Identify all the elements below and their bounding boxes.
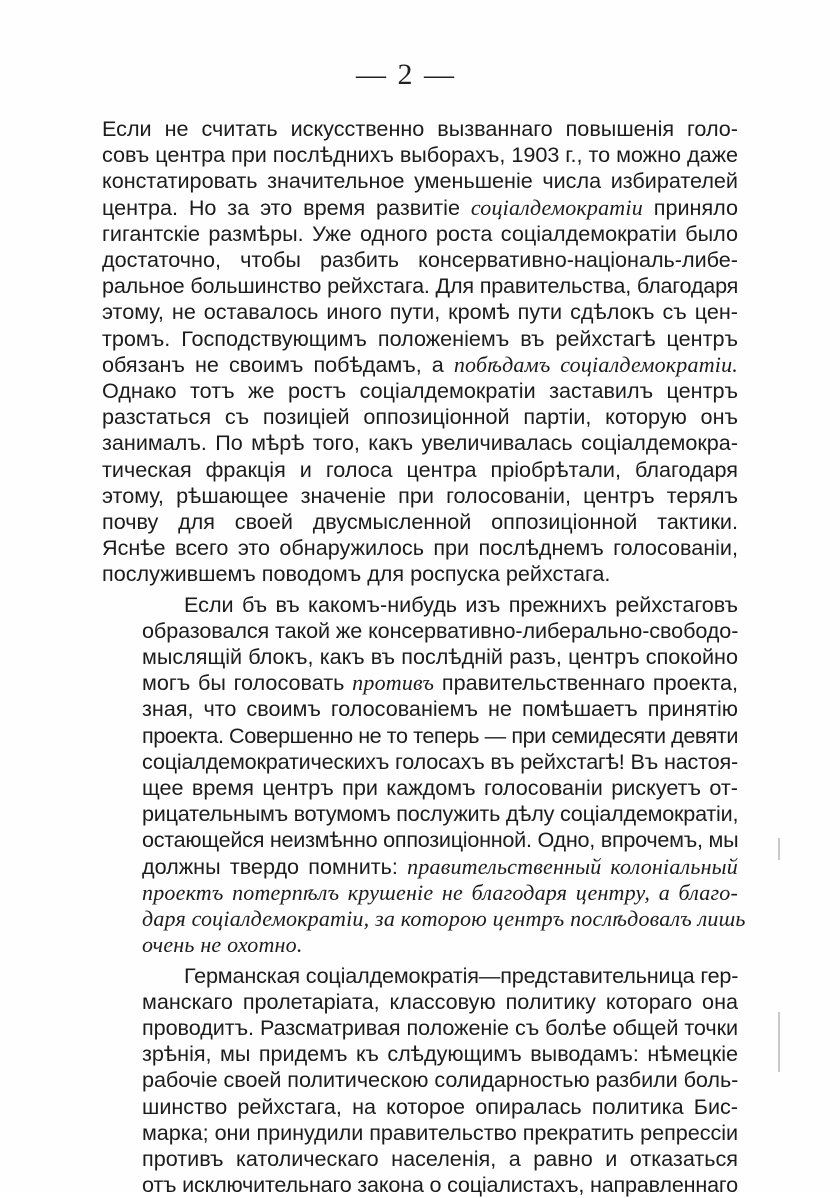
text-run: манскаго пролетаріата, классовую политику котораго она	[142, 989, 738, 1014]
text-line	[102, 247, 738, 273]
text-run: приняло	[643, 195, 738, 220]
text-line	[102, 378, 738, 404]
text-line	[102, 1094, 738, 1120]
text-line	[102, 1172, 738, 1198]
body-text	[102, 116, 738, 1198]
text-line	[102, 1146, 738, 1172]
text-run: Если бъ въ какомъ-нибудь изъ прежнихъ рейхстаговъ	[184, 592, 738, 617]
text-run: образовался такой же консервативно-либерально-свободо-	[142, 618, 738, 643]
text-line	[102, 854, 738, 880]
text-run: разстаться съ позиціей оппозиціонной партіи, которую онъ	[102, 404, 738, 429]
text-run: марка; они принудили правительство прекратить репрессіи	[142, 1120, 738, 1145]
text-line	[102, 592, 738, 618]
text-run: проводитъ. Разсматривая положеніе съ болѣе общей точки	[142, 1015, 738, 1040]
scan-edge-mark	[778, 838, 780, 860]
text-run: рицательнымъ вотумомъ послужить дѣлу соціалдемократіи,	[142, 801, 738, 826]
text-line	[102, 644, 738, 670]
text-line	[102, 827, 738, 853]
text-run: Если не считать искусственно вызваннаго повышенія голо-	[102, 116, 738, 141]
text-line	[102, 168, 738, 194]
text-run: ральное большинство рейхстага. Для правительства, благодаря	[102, 273, 738, 298]
text-run: рабочіе своей политическою солидарностью разбили боль-	[142, 1067, 738, 1092]
text-line	[102, 801, 738, 827]
text-line	[102, 1015, 738, 1041]
text-run: проекта. Совершенно не то теперь — при семидесяти девяти	[142, 723, 738, 748]
scan-edge-mark	[778, 1012, 780, 1072]
paragraph-3	[102, 963, 738, 1198]
text-run: центра. Но за это время развитіе	[102, 195, 471, 220]
text-line	[102, 749, 738, 775]
text-line	[102, 618, 738, 644]
text-run: Германская соціалдемократія—представительница гер-	[184, 963, 738, 988]
text-run: этому, не оставалось иного пути, кромѣ пути сдѣлокъ съ цен-	[102, 299, 738, 324]
text-run: зрѣнія, мы придемъ къ слѣдующимъ выводамъ: нѣмецкіе	[142, 1041, 738, 1066]
text-run: тромъ. Господствующимъ положеніемъ въ рейхстагѣ центръ	[102, 326, 738, 351]
text-line	[102, 299, 738, 325]
text-run: должны твердо помнить:	[142, 854, 407, 879]
text-line	[102, 723, 738, 749]
text-line	[102, 195, 738, 221]
text-run: констатировать значительное уменьшеніе числа избирателей	[102, 168, 738, 193]
page-number: — 2 —	[0, 58, 812, 92]
text-line	[102, 561, 738, 587]
italic-text: очень не охотно.	[142, 932, 303, 957]
text-line	[102, 483, 738, 509]
text-line	[102, 116, 738, 142]
italic-text: даря соціалдемократіи, за которою центръ послѣдовалъ лишь	[142, 906, 746, 931]
text-line	[102, 142, 738, 168]
text-line	[102, 221, 738, 247]
italic-text: противъ	[352, 670, 434, 695]
text-line	[102, 1041, 738, 1067]
text-run: этому, рѣшающее значеніе при голосованіи, центръ терялъ	[102, 483, 738, 508]
text-line	[102, 430, 738, 456]
text-line	[102, 535, 738, 561]
text-line	[102, 963, 738, 989]
text-run: зная, что своимъ голосованіемъ не помѣшаетъ принятію	[142, 696, 738, 721]
text-line	[102, 696, 738, 722]
italic-text: побѣдамъ соціалдемократіи.	[454, 352, 738, 377]
text-line	[102, 906, 738, 932]
text-line	[102, 775, 738, 801]
italic-text: соціалдемократіи	[471, 195, 643, 220]
italic-text: правительственный колоніальный	[407, 854, 738, 879]
text-run: совъ центра при послѣднихъ выборахъ, 1903 г., то можно даже	[102, 142, 738, 167]
text-run: остающейся неизмѣнно оппозиціонной. Одно, впрочемъ, мы	[142, 827, 738, 852]
text-run: щее время центръ при каждомъ голосованіи рискуетъ от-	[142, 775, 738, 800]
text-run: достаточно, чтобы разбить консервативно-національ-либе-	[102, 247, 738, 272]
text-line	[102, 457, 738, 483]
text-run: соціалдемократическихъ голосахъ въ рейхстагѣ! Въ настоя-	[142, 749, 738, 774]
text-line	[102, 352, 738, 378]
text-run: почву для своей двусмысленной оппозиціонной тактики.	[102, 509, 738, 534]
text-run: тическая фракція и голоса центра пріобрѣтали, благодаря	[102, 457, 738, 482]
text-line	[102, 989, 738, 1015]
text-line	[102, 273, 738, 299]
text-line	[102, 1067, 738, 1093]
text-run: мыслящій блокъ, какъ въ послѣдній разъ, центръ спокойно	[142, 644, 738, 669]
paragraph-2	[102, 592, 738, 959]
text-run: могъ бы голосовать	[142, 670, 352, 695]
text-line	[102, 670, 738, 696]
text-run: отъ исключительнаго закона о соціалистахъ, направленнаго	[142, 1172, 738, 1197]
text-run: Яснѣе всего это обнаружилось при послѣднемъ голосованіи,	[102, 535, 738, 560]
text-run: шинство рейхстага, на которое опиралась политика Бис-	[142, 1094, 738, 1119]
text-run: противъ католическаго населенія, а равно и отказаться	[142, 1146, 738, 1171]
paragraph-1	[102, 116, 738, 588]
text-run: гигантскіе размѣры. Уже одного роста соціалдемократіи было	[102, 221, 738, 246]
text-line	[102, 404, 738, 430]
text-run: занималъ. По мѣрѣ того, какъ увеличивалась соціалдемокра-	[102, 430, 738, 455]
text-line	[102, 509, 738, 535]
text-line	[102, 932, 738, 958]
text-line	[102, 326, 738, 352]
text-run: Однако тотъ же ростъ соціалдемократіи заставилъ центръ	[102, 378, 738, 403]
text-run: обязанъ не своимъ побѣдамъ, а	[102, 352, 454, 377]
italic-text: проектъ потерпѣлъ крушеніе не благодаря центру, а благо-	[142, 880, 738, 905]
text-run: правительственнаго проекта,	[434, 670, 738, 695]
text-run: послужившемъ поводомъ для роспуска рейхстага.	[102, 561, 610, 586]
text-line	[102, 880, 738, 906]
text-line	[102, 1120, 738, 1146]
